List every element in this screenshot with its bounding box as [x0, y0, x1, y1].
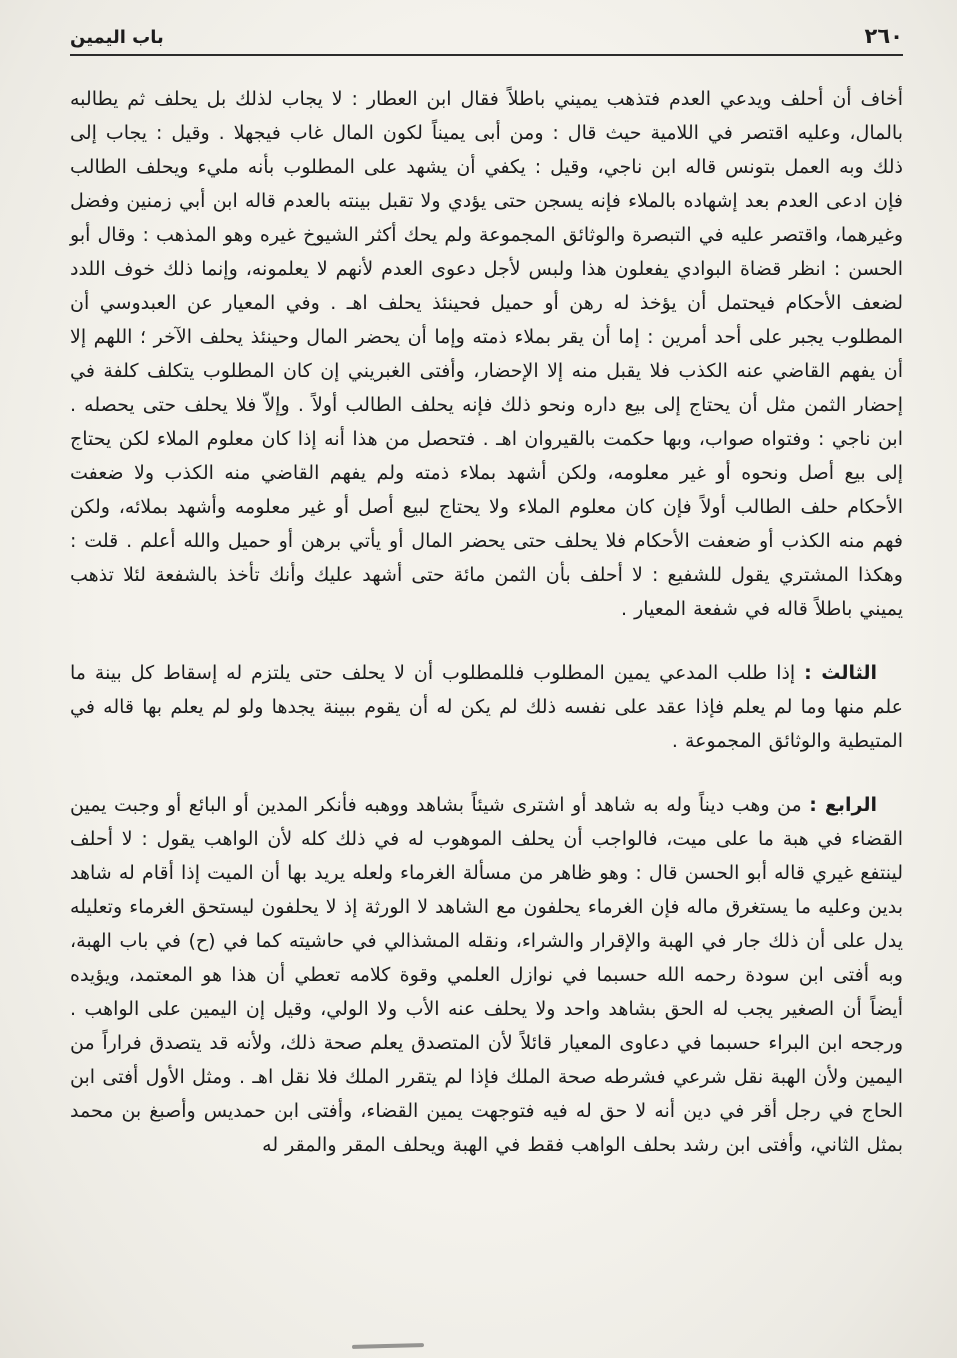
paragraph-text: من وهب ديناً وله به شاهد أو اشترى شيئاً بشاهد ووهبه فأنكر المدين أو البائع أو وجبت يمين القضاء في هبة ما على ميت، فالواجب أن يحلف الموهوب له في ذلك كله لأن الواهب يقول : لا أحلف لينتفع غيري قاله أبو الحسن قال : وهو ظاهر من مسألة الغرماء ولعله يريد بها أن الميت إذا أقام له شاهد بدين وعليه ما يستغرق ماله فإن الغرماء يحلفون مع الشاهد لا الورثة إذ لا يحلفون ليستحق الغرماء وتعليله يدل على أن ذلك جار في الهبة والإقرار والشراء، ونقله المشذالي في حاشيته كما في (ح) في باب الهبة، وبه أفتى ابن سودة رحمه الله حسبما في نوازل العلمي وقوة كلامه تعطي أن هذا هو المعتمد، ويؤيده أيضاً أن الصغير يجب له الحق بشاهد واحد ولا يحلف عنه الأب ولا الولي، وقيل إن اليمين على الواهب . ورجحه ابن البراء حسبما في دعاوى المعيار قائلاً لأن المتصدق يعلم صحة ذلك، ولأنه قد يتصدق فراراً من اليمين ولأن الهبة نقل شرعي فشرطه صحة الملك فإذا لم يتقرر الملك فلا نقل اهـ . ومثل الأول أفتى ابن الحاج في رجل أقر في دين أنه لا حق له فيه فتوجهت يمين القضاء، وأفتى ابن حمديس وأصبغ بن محمد بمثل الثاني، وأفتى ابن رشد بحلف الواهب فقط في الهبة ويحلف المقر والمقر له	[70, 794, 903, 1156]
paragraph-lead: الرابع :	[809, 794, 878, 816]
page-number: ٢٦٠	[864, 24, 903, 48]
header-rule	[70, 54, 903, 56]
page-header	[70, 24, 903, 48]
paragraph-text: إذا طلب المدعي يمين المطلوب فللمطلوب أن لا يحلف حتى يلتزم له إسقاط كل بينة ما علم منها وما لم يعلم فإذا عقد على نفسه ذلك لم يكن له أن يقوم ببينة يجدها ولو لم يعلم بها قاله في المتيطية والوثائق المجموعة .	[70, 662, 903, 752]
paragraph-lead: الثالث :	[804, 662, 878, 684]
chapter-title: باب اليمين	[70, 27, 164, 48]
paragraph	[70, 656, 903, 758]
text-body	[70, 82, 903, 1162]
scan-artifact-mark	[352, 1343, 424, 1349]
paragraph-text: أخاف أن أحلف ويدعي العدم فتذهب يميني باطلاً فقال ابن العطار : لا يجاب لذلك بل يحلف ثم يطالبه بالمال، وعليه اقتصر في اللامية حيث قال : ومن أبى يميناً لكون المال غاب فيجهلا . وقيل : يجاب إلى ذلك وبه العمل بتونس قاله ابن ناجي، وقيل : يكفي أن يشهد على المطلوب بأنه مليء ويحلف الطالب فإن ادعى العدم بعد إشهاده بالملاء فإنه يسجن حتى يؤدي ولا تقبل بينته بالعدم قاله ابن أبي زمنين وفضل وغيرهما، واقتصر عليه في التبصرة والوثائق المجموعة ولم يحك أكثر الشيوخ غيره وهو المذهب : وقال أبو الحسن : انظر قضاة البوادي يفعلون هذا ولبس لأجل دعوى العدم لأنهم لا يعلمونه، وإنما ذلك خوف اللدد لضعف الأحكام فيحتمل أن يؤخذ له رهن أو حميل فحينئذ يحلف اهـ . وفي المعيار عن العبدوسي أن المطلوب يجبر على أحد أمرين : إما أن يقر بملاء ذمته وإما أن يحضر المال وحينئذ يحلف الآخر ؛ اللهم إلا أن يفهم القاضي عنه الكذب فلا يقبل منه إلا الإحضار، وأفتى الغبريني إن كان المطلوب يتكلف كلفة في إحضار الثمن مثل أن يحتاج إلى بيع داره ونحو ذلك فإنه يحلف الطالب أولاً . وإلاّ فلا يحلف حتى يحصله . ابن ناجي : وفتواه صواب، وبها حكمت بالقيروان اهـ . فتحصل من هذا أنه إذا كان معلوم الملاء لكن يحتاج إلى بيع أصل ونحوه أو غير معلومه، ولكن أشهد بملاء ذمته ولم يفهم القاضي منه الكذب ولا ضعفت الأحكام حلف الطالب أولاً فإن كان معلوم الملاء ولا يحتاج لبيع أصل أو غير معلومه وأشهد بملائه، ولكن فهم منه الكذب أو ضعفت الأحكام فلا يحلف حتى يحضر المال أو يأتي برهن أو حميل والله أعلم . قلت : وهكذا المشتري يقول للشفيع : لا أحلف بأن الثمن مائة حتى أشهد عليك وأنك تأخذ بالشفعة لئلا تذهب يميني باطلاً قاله في شفعة المعيار .	[70, 88, 903, 620]
paragraph	[70, 788, 903, 1162]
paragraph	[70, 82, 903, 626]
